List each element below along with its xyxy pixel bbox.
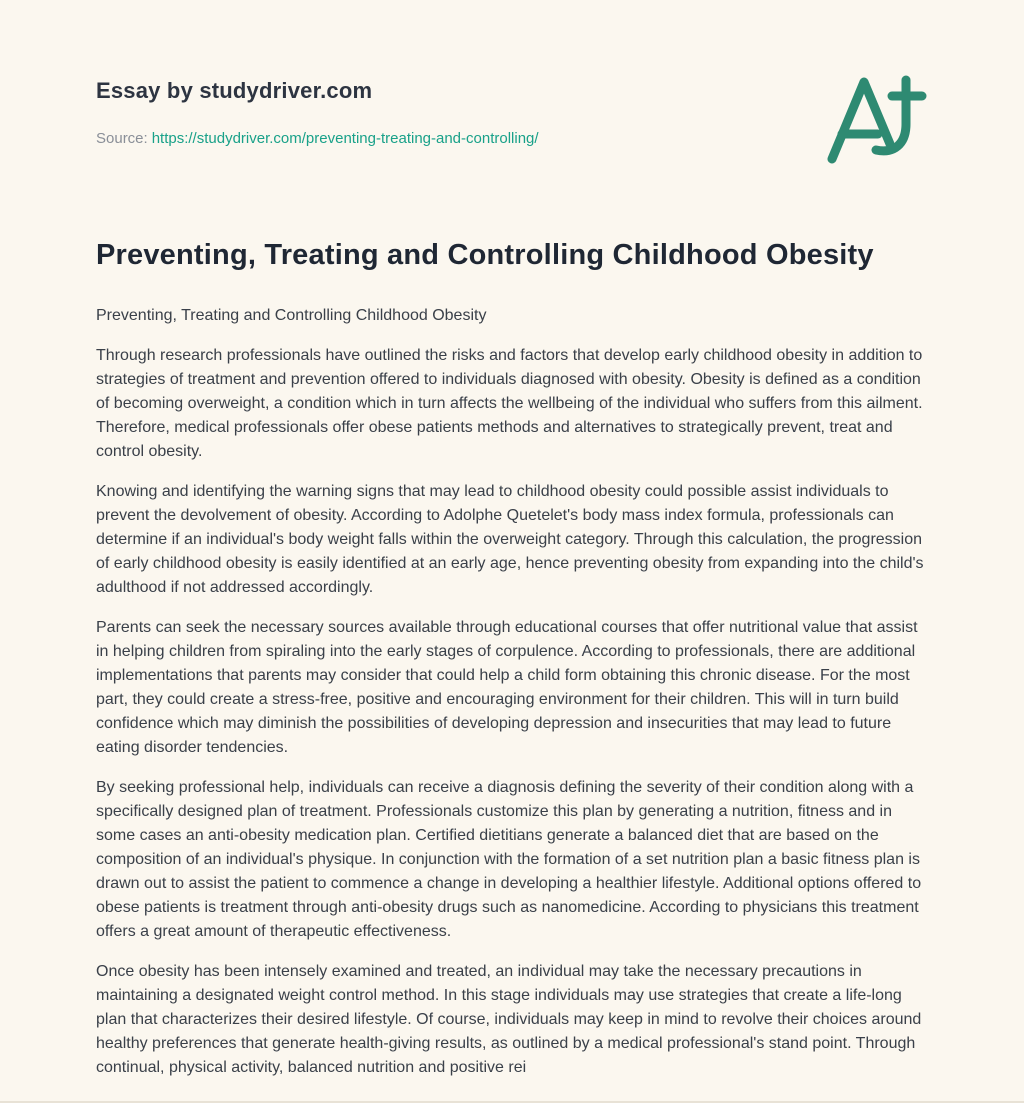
article-paragraph: Parents can seek the necessary sources available through educational courses that offer nutritional value that assist in helping children from spiraling into the early stages of corpulence. According to professionals, there are additional implementations that parents may consider that could help a child form obtaining this chronic disease. For the most part, they could create a stress-free, positive and encouraging environment for their children. This will in turn build confidence which may diminish the possibilities of developing depression and insecurities that may lead to future eating disorder tendencies. — [96, 619, 918, 756]
source-label: Source: — [96, 130, 148, 147]
article-paragraph: Through research professionals have outlined the risks and factors that develop early childhood obesity in addition to strategies of treatment and prevention offered to individuals diagnosed with obesity. Obesity is defined as a condition of becoming overweight, a condition which in turn affects the wellbeing of the individual who suffers from this ailment. Therefore, medical professionals offer obese patients methods and alternatives to strategically prevent, treat and control obesity. — [96, 347, 923, 460]
article-paragraph: Once obesity has been intensely examined and treated, an individual may take the necessary precautions in maintaining a designated weight control method. In this stage individuals may use strategies that create a life-long plan that characterizes their desired lifestyle. Of course, individuals may keep in mind to revolve their choices around healthy preferences that generate health-giving results, as outlined by a medical professional's stand point. Through continual, physical activity, balanced nutrition and positive rei — [96, 963, 922, 1076]
article-paragraph: Preventing, Treating and Controlling Childhood Obesity — [96, 307, 487, 324]
source-link[interactable]: https://studydriver.com/preventing-treating-and-controlling/ — [151, 130, 539, 147]
studydriver-logo-icon — [826, 72, 931, 164]
source-line — [96, 130, 928, 147]
article — [96, 239, 928, 1080]
article-paragraph: By seeking professional help, individuals can receive a diagnosis defining the severity of their condition along with a specifically designed plan of treatment. Professionals customize this plan by generating a nutrition, fitness and in some cases an anti-obesity medication plan. Certified dietitians generate a balanced diet that are based on the composition of an individual's physique. In conjunction with the formation of a set nutrition plan a basic fitness plan is drawn out to assist the patient to commence a change in developing a healthier lifestyle. Additional options offered to obese patients is treatment through anti-obesity drugs such as nanomedicine. According to physicians this treatment offers a great amount of therapeutic effectiveness. — [96, 779, 922, 940]
article-paragraph: Knowing and identifying the warning signs that may lead to childhood obesity could possible assist individuals to prevent the devolvement of obesity. According to Adolphe Quetelet's body mass index formula, professionals can determine if an individual's body weight falls within the overweight category. Through this calculation, the progression of early childhood obesity is easily identified at an early age, hence preventing obesity from expanding into the child's adulthood if not addressed accordingly. — [96, 483, 924, 596]
document-header — [96, 0, 928, 147]
article-title: Preventing, Treating and Controlling Childhood Obesity — [96, 239, 874, 271]
byline: Essay by studydriver.com — [96, 78, 373, 103]
